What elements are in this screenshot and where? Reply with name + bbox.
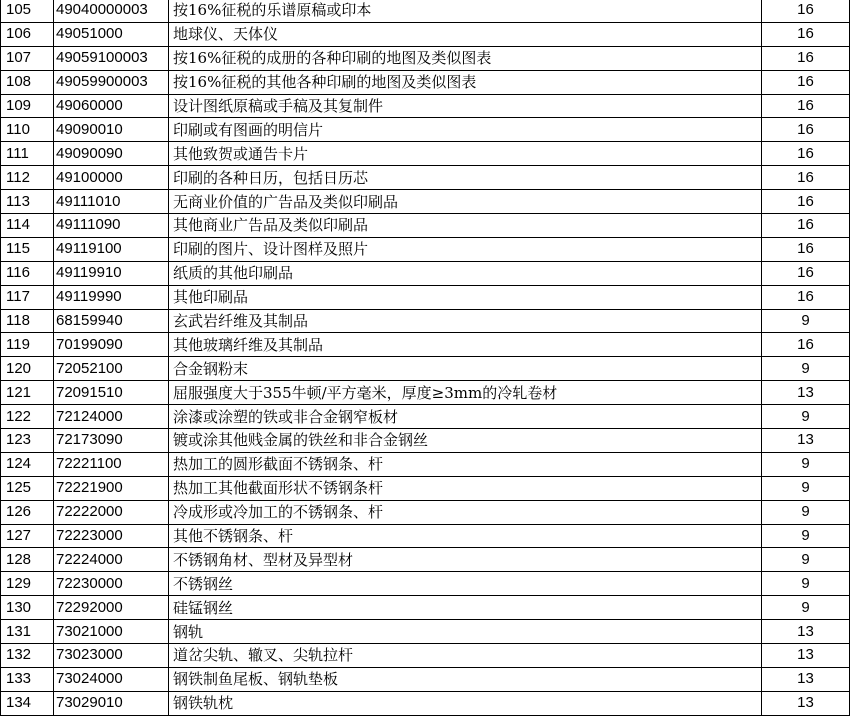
tax-rate-cell[interactable]: 16	[762, 70, 850, 94]
tax-rate-cell[interactable]: 16	[762, 118, 850, 142]
commodity-code-cell[interactable]: 72222000	[54, 500, 169, 524]
row-number-cell[interactable]: 128	[1, 548, 54, 572]
tax-rate-cell[interactable]: 16	[762, 214, 850, 238]
description-cell[interactable]: 不锈钢角材、型材及异型材	[169, 548, 762, 572]
description-cell[interactable]: 热加工其他截面形状不锈钢条杆	[169, 476, 762, 500]
tax-rate-cell[interactable]: 9	[762, 357, 850, 381]
table-row	[1, 118, 850, 142]
description-cell[interactable]: 硅锰钢丝	[169, 596, 762, 620]
row-number-cell[interactable]: 113	[1, 190, 54, 214]
commodity-code-cell[interactable]: 72230000	[54, 572, 169, 596]
description-cell[interactable]: 玄武岩纤维及其制品	[169, 309, 762, 333]
table-row	[1, 572, 850, 596]
description-cell[interactable]: 不锈钢丝	[169, 572, 762, 596]
row-number-cell[interactable]: 107	[1, 46, 54, 70]
description-cell[interactable]: 其他致贺或通告卡片	[169, 142, 762, 166]
row-number-cell[interactable]: 105	[1, 0, 54, 22]
table-row	[1, 22, 850, 46]
tax-rate-cell[interactable]: 9	[762, 500, 850, 524]
row-number-cell[interactable]: 126	[1, 500, 54, 524]
table-row	[1, 237, 850, 261]
tax-rate-cell[interactable]: 16	[762, 285, 850, 309]
row-number-cell[interactable]: 129	[1, 572, 54, 596]
commodity-code-cell[interactable]: 72221100	[54, 452, 169, 476]
commodity-code-cell[interactable]: 72221900	[54, 476, 169, 500]
row-number-cell[interactable]: 115	[1, 237, 54, 261]
commodity-code-cell[interactable]: 73021000	[54, 620, 169, 644]
description-cell[interactable]: 钢铁轨枕	[169, 691, 762, 715]
tax-rate-cell[interactable]: 13	[762, 429, 850, 453]
commodity-code-cell[interactable]: 73024000	[54, 667, 169, 691]
description-cell[interactable]: 钢铁制鱼尾板、钢轨垫板	[169, 667, 762, 691]
commodity-code-cell[interactable]: 49111010	[54, 190, 169, 214]
commodity-code-cell[interactable]: 49119990	[54, 285, 169, 309]
commodity-code-cell[interactable]: 49119100	[54, 237, 169, 261]
tax-rate-cell[interactable]: 9	[762, 572, 850, 596]
commodity-code-cell[interactable]: 72223000	[54, 524, 169, 548]
row-number-cell[interactable]: 109	[1, 94, 54, 118]
row-number-cell[interactable]: 114	[1, 214, 54, 238]
tax-rate-cell[interactable]: 13	[762, 620, 850, 644]
row-number-cell[interactable]: 122	[1, 405, 54, 429]
row-number-cell[interactable]: 112	[1, 166, 54, 190]
description-cell[interactable]: 按16%征税的其他各种印刷的地图及类似图表	[169, 70, 762, 94]
row-number-cell[interactable]: 121	[1, 381, 54, 405]
tax-rate-cell[interactable]: 16	[762, 22, 850, 46]
description-cell[interactable]: 印刷或有图画的明信片	[169, 118, 762, 142]
tax-rate-cell[interactable]: 16	[762, 0, 850, 22]
row-number-cell[interactable]: 117	[1, 285, 54, 309]
description-cell[interactable]: 钢轨	[169, 620, 762, 644]
row-number-cell[interactable]: 130	[1, 596, 54, 620]
table-row	[1, 190, 850, 214]
table-row	[1, 70, 850, 94]
tax-rate-cell[interactable]: 16	[762, 333, 850, 357]
tax-rate-cell[interactable]: 9	[762, 309, 850, 333]
row-number-cell[interactable]: 127	[1, 524, 54, 548]
commodity-code-cell[interactable]: 49060000	[54, 94, 169, 118]
table-row	[1, 214, 850, 238]
commodity-code-cell[interactable]: 49051000	[54, 22, 169, 46]
tax-rate-cell[interactable]: 16	[762, 166, 850, 190]
tax-rate-cell[interactable]: 13	[762, 644, 850, 668]
commodity-code-cell[interactable]: 49111090	[54, 214, 169, 238]
commodity-code-cell[interactable]: 49100000	[54, 166, 169, 190]
row-number-cell[interactable]: 133	[1, 667, 54, 691]
row-number-cell[interactable]: 134	[1, 691, 54, 715]
description-cell[interactable]: 屈服强度大于355牛顿/平方毫米，厚度≥3mm的冷轧卷材	[169, 381, 762, 405]
commodity-code-cell[interactable]: 72052100	[54, 357, 169, 381]
commodity-code-cell[interactable]: 49090010	[54, 118, 169, 142]
commodity-code-cell[interactable]: 68159940	[54, 309, 169, 333]
row-number-cell[interactable]: 116	[1, 261, 54, 285]
commodity-code-cell[interactable]: 72292000	[54, 596, 169, 620]
description-cell[interactable]: 热加工的圆形截面不锈钢条、杆	[169, 452, 762, 476]
commodity-code-cell[interactable]: 49059100003	[54, 46, 169, 70]
row-number-cell[interactable]: 123	[1, 429, 54, 453]
table-row	[1, 524, 850, 548]
table-row	[1, 142, 850, 166]
row-number-cell[interactable]: 132	[1, 644, 54, 668]
description-cell[interactable]: 印刷的各种日历，包括日历芯	[169, 166, 762, 190]
table-row	[1, 357, 850, 381]
description-cell[interactable]: 印刷的图片、设计图样及照片	[169, 237, 762, 261]
description-cell[interactable]: 其他商业广告品及类似印刷品	[169, 214, 762, 238]
tax-rate-cell[interactable]: 9	[762, 405, 850, 429]
table-row	[1, 381, 850, 405]
table-row	[1, 166, 850, 190]
table-row	[1, 452, 850, 476]
tax-rate-cell[interactable]: 9	[762, 524, 850, 548]
tax-rate-cell[interactable]: 16	[762, 142, 850, 166]
description-cell[interactable]: 纸质的其他印刷品	[169, 261, 762, 285]
description-cell[interactable]: 镀或涂其他贱金属的铁丝和非合金钢丝	[169, 429, 762, 453]
tax-rate-cell[interactable]: 16	[762, 94, 850, 118]
table-row	[1, 285, 850, 309]
table-row	[1, 548, 850, 572]
table-row	[1, 667, 850, 691]
table-row	[1, 333, 850, 357]
description-cell[interactable]: 其他印刷品	[169, 285, 762, 309]
tax-rate-cell[interactable]: 13	[762, 667, 850, 691]
description-cell[interactable]: 无商业价值的广告品及类似印刷品	[169, 190, 762, 214]
table-row	[1, 94, 850, 118]
commodity-code-cell[interactable]: 72224000	[54, 548, 169, 572]
table-row	[1, 500, 850, 524]
table-row	[1, 429, 850, 453]
commodity-code-cell[interactable]: 49090090	[54, 142, 169, 166]
tax-rate-cell[interactable]: 9	[762, 452, 850, 476]
description-cell[interactable]: 按16%征税的成册的各种印刷的地图及类似图表	[169, 46, 762, 70]
table-row	[1, 620, 850, 644]
tax-rate-cell[interactable]: 16	[762, 261, 850, 285]
row-number-cell[interactable]: 119	[1, 333, 54, 357]
table-row	[1, 596, 850, 620]
tax-rate-cell[interactable]: 9	[762, 548, 850, 572]
row-number-cell[interactable]: 131	[1, 620, 54, 644]
table-body	[1, 0, 850, 715]
description-cell[interactable]: 设计图纸原稿或手稿及其复制件	[169, 94, 762, 118]
table-row	[1, 309, 850, 333]
commodity-code-cell[interactable]: 72124000	[54, 405, 169, 429]
row-number-cell[interactable]: 111	[1, 142, 54, 166]
tax-rate-cell[interactable]: 16	[762, 190, 850, 214]
table-row	[1, 691, 850, 715]
commodity-code-cell[interactable]: 49059900003	[54, 70, 169, 94]
description-cell[interactable]: 按16%征税的乐谱原稿或印本	[169, 0, 762, 22]
row-number-cell[interactable]: 125	[1, 476, 54, 500]
row-number-cell[interactable]: 118	[1, 309, 54, 333]
commodity-code-cell[interactable]: 70199090	[54, 333, 169, 357]
commodity-code-cell[interactable]: 49119910	[54, 261, 169, 285]
table-row	[1, 644, 850, 668]
table-row	[1, 261, 850, 285]
description-cell[interactable]: 涂漆或涂塑的铁或非合金钢窄板材	[169, 405, 762, 429]
description-cell[interactable]: 地球仪、天体仪	[169, 22, 762, 46]
row-number-cell[interactable]: 124	[1, 452, 54, 476]
description-cell[interactable]: 其他玻璃纤维及其制品	[169, 333, 762, 357]
description-cell[interactable]: 合金钢粉末	[169, 357, 762, 381]
table-row	[1, 405, 850, 429]
row-number-cell[interactable]: 106	[1, 22, 54, 46]
row-number-cell[interactable]: 110	[1, 118, 54, 142]
tax-rate-cell[interactable]: 13	[762, 381, 850, 405]
tax-rate-cell[interactable]: 13	[762, 691, 850, 715]
row-number-cell[interactable]: 108	[1, 70, 54, 94]
commodity-code-cell[interactable]: 73023000	[54, 644, 169, 668]
commodity-code-cell[interactable]: 72173090	[54, 429, 169, 453]
tax-rate-cell[interactable]: 9	[762, 476, 850, 500]
table-row	[1, 0, 850, 22]
commodity-code-cell[interactable]: 73029010	[54, 691, 169, 715]
description-cell[interactable]: 道岔尖轨、辙叉、尖轨拉杆	[169, 644, 762, 668]
tax-rate-cell[interactable]: 16	[762, 46, 850, 70]
commodity-code-cell[interactable]: 72091510	[54, 381, 169, 405]
tax-rate-cell[interactable]: 9	[762, 596, 850, 620]
description-cell[interactable]: 冷成形或冷加工的不锈钢条、杆	[169, 500, 762, 524]
table-row	[1, 46, 850, 70]
table-row	[1, 476, 850, 500]
description-cell[interactable]: 其他不锈钢条、杆	[169, 524, 762, 548]
commodity-code-cell[interactable]: 49040000003	[54, 0, 169, 22]
row-number-cell[interactable]: 120	[1, 357, 54, 381]
tax-rate-cell[interactable]: 16	[762, 237, 850, 261]
